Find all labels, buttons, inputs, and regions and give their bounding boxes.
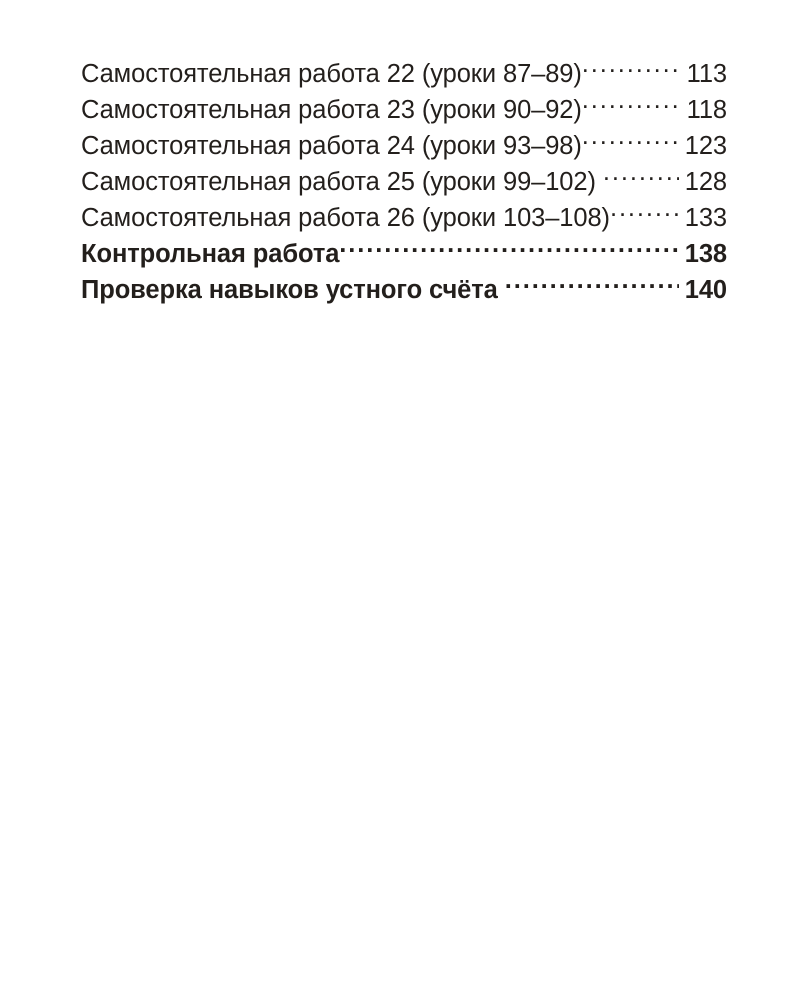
- toc-entry-title: Самостоятельная работа 22 (уроки 87‒89): [81, 60, 582, 88]
- toc-entry-title: Самостоятельная работа 25 (уроки 99‒102): [81, 168, 596, 196]
- toc-entry-page-number: 128: [684, 168, 727, 196]
- toc-dot-leader: [582, 46, 681, 82]
- toc-entry-title: Самостоятельная работа 23 (уроки 90‒92): [81, 96, 582, 124]
- toc-dot-leader: [603, 154, 679, 190]
- toc-dot-leader: [505, 262, 679, 298]
- toc-dot-leader: [610, 190, 679, 226]
- toc-entry-title: Самостоятельная работа 26 (уроки 103‒108): [81, 204, 610, 232]
- toc-entry-page-number: 138: [684, 240, 727, 268]
- toc-entry-title: Самостоятельная работа 24 (уроки 93‒98): [81, 132, 582, 160]
- toc-dot-leader: [582, 82, 681, 118]
- toc-entry-page-number: 140: [684, 276, 727, 304]
- toc-entry-page-number: 113: [686, 60, 727, 88]
- toc-entry-title: Проверка навыков устного счёта: [81, 276, 498, 304]
- toc-dot-leader: [339, 226, 678, 262]
- toc-entry-page-number: 123: [684, 132, 727, 160]
- toc-entry-title: Контрольная работа: [81, 240, 340, 268]
- toc-entry[interactable]: [81, 46, 727, 88]
- toc-entry-page-number: 133: [684, 204, 727, 232]
- table-of-contents: [81, 46, 727, 304]
- toc-entry-page-number: 118: [686, 96, 727, 124]
- toc-dot-leader: [582, 118, 679, 154]
